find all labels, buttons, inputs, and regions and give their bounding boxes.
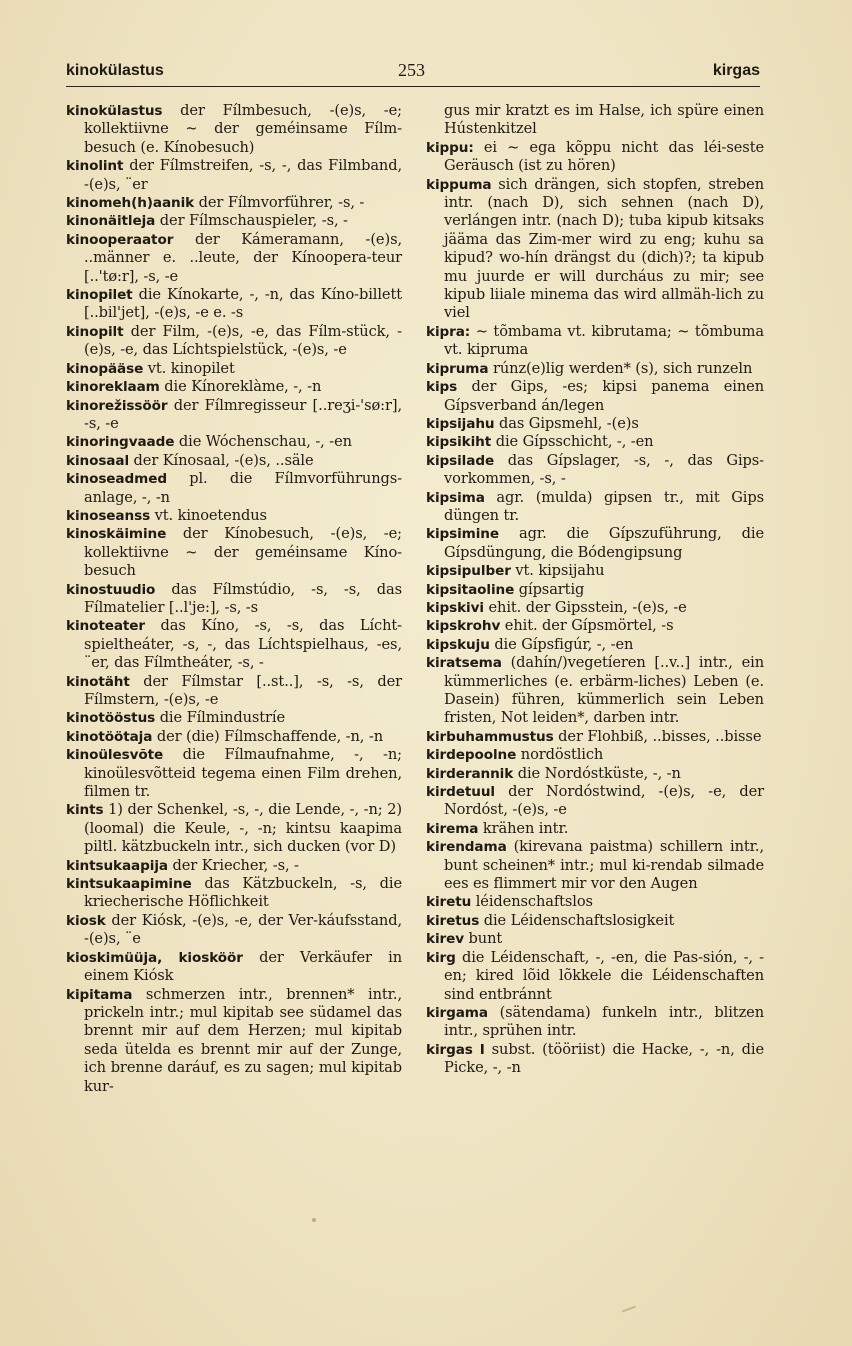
dictionary-entry — [66, 323, 402, 360]
entry-headword: kirg — [426, 949, 456, 966]
header-rule — [66, 86, 760, 87]
dictionary-entry — [426, 102, 764, 139]
dictionary-entry — [426, 654, 764, 728]
entry-definition: die Léidenschaftslosigkeit — [479, 911, 675, 929]
dictionary-entry — [66, 728, 402, 746]
dictionary-entry — [426, 525, 764, 562]
entry-headword: kiretus — [426, 912, 480, 929]
dictionary-entry — [426, 378, 764, 415]
page-number: 253 — [398, 60, 425, 80]
entry-headword: kinonäitleja — [66, 213, 156, 230]
entry-definition: 1) der Schenkel, -s, -, die Lende, -, -n; 2) (loomal) die Keule, -, -n; kintsu kaapima piltl. kätzbuckeln intr., sich ducken (vor D) — [84, 801, 402, 856]
entry-headword: kipskrohv — [426, 618, 501, 635]
entry-definition: gípsartig — [514, 580, 585, 598]
dictionary-entry — [426, 783, 764, 820]
entry-definition: der (die) Fílmschaffende, -n, -n — [152, 727, 384, 745]
header-left-guideword: kinokülastus — [66, 62, 164, 79]
entry-definition: bunt — [464, 930, 503, 948]
dictionary-entry — [426, 912, 764, 930]
entry-definition: (dahín/)vegetíeren [..v..] intr., ein kümmerliches (e. erbärm-liches) Leben (e. Dasein) führen, kümmerlich sein Leben fristen, Not leiden*, darben intr. — [444, 654, 764, 727]
entry-headword: kinomeh(h)aanik — [66, 195, 195, 212]
dictionary-entry — [66, 857, 402, 875]
dictionary-entry — [426, 728, 764, 746]
entry-definition: der Fílmschauspieler, -s, - — [155, 212, 348, 230]
entry-definition: der Kámeramann, -(e)s, ..männer e. ..leute, der Kínoopera-teur [..'tø:r], -s, -e — [84, 230, 402, 285]
dictionary-entry — [66, 525, 402, 580]
entry-headword: kinopilt — [66, 323, 124, 340]
entry-definition: ei ~ ega kõppu nicht das léi-seste Geräusch (ist zu hören) — [444, 138, 764, 175]
entry-definition: der Film, -(e)s, -e, das Fílm-stück, -(e)s, -e, das Líchtspielstück, -(e)s, -e — [84, 322, 402, 359]
dictionary-entry — [66, 470, 402, 507]
dictionary-entry — [426, 489, 764, 526]
entry-definition: agr. (mulda) gipsen tr., mit Gips düngen tr. — [444, 488, 764, 524]
entry-definition: der Fílmvorführer, -s, - — [194, 194, 365, 212]
entry-definition: die Gípsschicht, -, -en — [491, 433, 654, 451]
entry-headword: kirgama — [426, 1004, 488, 1021]
entry-definition: der Flohbiß, ..bisses, ..bisse — [553, 727, 762, 745]
entry-definition: krähen intr. — [478, 819, 569, 837]
entry-headword: kinopilet — [66, 287, 133, 304]
dictionary-entry — [426, 636, 764, 654]
entry-headword: kippu: — [426, 139, 474, 156]
dictionary-entry — [66, 286, 402, 323]
entry-headword: kirdetuul — [426, 784, 495, 801]
dictionary-entry — [66, 673, 402, 710]
entry-definition: der Fílmbesuch, -(e)s, -e; kollektiivne ~ der geméinsame Fílm-besuch (e. Kínobesuch) — [84, 102, 402, 156]
entry-definition: das Fílmstúdio, -s, -s, das Fílmatelier [..l'je:], -s, -s — [84, 580, 402, 616]
pencil-mark — [622, 1306, 636, 1313]
entry-definition: der Nordóstwind, -(e)s, -e, der Nordóst, -(e)s, -e — [444, 783, 764, 819]
dictionary-entry — [426, 765, 764, 783]
dictionary-entry — [66, 912, 402, 949]
entry-headword: kinolint — [66, 158, 124, 175]
entry-definition: die Nordóstküste, -, -n — [513, 764, 681, 782]
entry-headword: kinotööstus — [66, 710, 156, 727]
entry-headword: kinoskäimine — [66, 526, 167, 543]
dictionary-entry — [66, 102, 402, 157]
entry-definition: gus mir kratzt es im Halse, ich spüre einen Hústenkitzel — [444, 102, 764, 138]
entry-headword: kintsukaapimine — [66, 876, 192, 893]
entry-definition: der Gips, -es; kipsi panema einen Gípsverband án/legen — [444, 378, 764, 414]
dictionary-entry — [426, 1041, 764, 1078]
entry-headword: kipitama — [66, 986, 133, 1003]
entry-headword: kinostuudio — [66, 581, 156, 598]
entry-headword: kirderannik — [426, 765, 514, 782]
dictionary-entry — [426, 433, 764, 451]
dictionary-entry — [426, 415, 764, 433]
entry-headword: kipsitaoline — [426, 581, 515, 598]
dictionary-entry — [426, 893, 764, 911]
entry-headword: kips — [426, 379, 458, 396]
entry-headword: kiretu — [426, 894, 472, 911]
dictionary-entry — [426, 360, 764, 378]
entry-definition: die Léidenschaft, -, -en, die Pas-sión, -, -en; kired lõid lõkkele die Léidenschaften sind entbránnt — [444, 948, 764, 1003]
entry-definition: rúnz(e)lig werden* (s), sich runzeln — [488, 359, 753, 377]
entry-headword: kiratsema — [426, 655, 502, 672]
entry-definition: die Fílmaufnahme, -, -n; kinoülesvõtteid tegema einen Film drehen, filmen tr. — [84, 746, 402, 801]
entry-headword: kinotöötaja — [66, 728, 153, 745]
entry-headword: kinoseanss — [66, 507, 151, 524]
dictionary-entry — [66, 801, 402, 856]
entry-headword: kinotäht — [66, 673, 130, 690]
entry-definition: der Verkäufer in einem Kiósk — [84, 948, 402, 985]
entry-definition: der Kínosaal, -(e)s, ..säle — [129, 451, 314, 469]
dictionary-entry — [426, 599, 764, 617]
entry-definition: léidenschaftslos — [471, 893, 593, 911]
entry-headword: kinoreklaam — [66, 379, 160, 396]
dictionary-entry — [66, 360, 402, 378]
dictionary-entry — [426, 746, 764, 764]
entry-definition: der Fílmregisseur [..reʒi-'sø:r], -s, -e — [84, 396, 402, 432]
header-right-guideword: kirgas — [712, 62, 760, 79]
entry-headword: kinorežissöör — [66, 397, 168, 414]
dictionary-entry — [66, 581, 402, 618]
entry-definition: agr. die Gípszuführung, die Gípsdüngung, die Bódengipsung — [444, 525, 764, 561]
dictionary-entry — [426, 820, 764, 838]
entry-definition: die Kínoreklàme, -, -n — [159, 378, 322, 396]
entry-headword: kiosk — [66, 912, 106, 929]
entry-headword: kipsima — [426, 489, 485, 506]
dictionary-entry — [426, 176, 764, 323]
entry-definition: der Kiósk, -(e)s, -e, der Ver-káufsstand, -(e)s, ¨e — [84, 911, 402, 948]
entry-definition: das Kätzbuckeln, -s, die kriecherische Höflichkeit — [84, 875, 402, 911]
dictionary-entry — [426, 581, 764, 599]
entry-definition: (kirevana paistma) schillern intr., bunt scheinen* intr.; mul ki-rendab silmade ees es flimmert mir vor den Augen — [444, 838, 764, 893]
dictionary-entry — [426, 949, 764, 1004]
entry-definition: vt. kinoetendus — [150, 506, 267, 524]
entry-headword: kirendama — [426, 839, 507, 856]
entry-definition: der Kínobesuch, -(e)s, -e; kollektiivne ~ der geméinsame Kíno-besuch — [84, 525, 402, 580]
dictionary-entry — [426, 452, 764, 489]
dictionary-entry — [66, 507, 402, 525]
right-column — [426, 102, 764, 1078]
left-column — [66, 102, 402, 1096]
dictionary-entry — [66, 746, 402, 801]
entry-headword: kirgas I — [426, 1041, 485, 1058]
entry-definition: ehit. der Gípsmörtel, -s — [500, 617, 674, 635]
dictionary-entry — [426, 1004, 764, 1041]
entry-headword: kirev — [426, 931, 464, 948]
dictionary-entry — [66, 157, 402, 194]
dictionary-entry — [426, 930, 764, 948]
entry-headword: kipsimine — [426, 526, 500, 543]
entry-headword: kinoseadmed — [66, 471, 167, 488]
dictionary-entry — [66, 875, 402, 912]
entry-headword: kinokülastus — [66, 103, 163, 119]
dictionary-entry — [66, 986, 402, 1096]
entry-headword: kinosaal — [66, 452, 130, 469]
entry-headword: kipsikiht — [426, 434, 492, 451]
entry-definition: sich drängen, sich stopfen, streben intr. (nach D), sich sehnen (nach D), verlángen intr. (nach D); tuba kipub kitsaks jääma das Zim-mer wird zu eng; kuhu sa kipud? wo-hín drängst du (dich)?; ta kipub mu juurde er will durcháus zu mir; see kipub liiale minema das wird allmäh-lich zu viel — [444, 175, 764, 322]
entry-definition: subst. (tööriist) die Hacke, -, -n, die Picke, -, -n — [444, 1040, 764, 1077]
entry-definition: ehit. der Gipsstein, -(e)s, -e — [483, 598, 687, 616]
entry-headword: kinoringvaade — [66, 434, 175, 451]
dictionary-entry — [66, 452, 402, 470]
entry-definition: vt. kipsijahu — [510, 562, 605, 580]
entry-definition: die Kínokarte, -, -n, das Kíno-billett [..bil'jet], -(e)s, -e e. -s — [84, 286, 402, 322]
dictionary-entry — [66, 231, 402, 286]
entry-definition: (sätendama) funkeln intr., blitzen intr., sprühen intr. — [444, 1003, 764, 1040]
entry-headword: kirdepoolne — [426, 747, 517, 764]
entry-definition: die Fílmindustríe — [155, 709, 286, 727]
entry-headword: kipsipulber — [426, 563, 511, 580]
entry-headword: kinoülesvõte — [66, 747, 164, 764]
entry-headword: kipsijahu — [426, 415, 495, 432]
entry-headword: kinopääse — [66, 360, 144, 377]
entry-definition: schmerzen intr., brennen* intr., prickeln intr.; mul kipitab see südamel das brennt mir auf dem Herzen; mul kipitab seda ütelda es brennt mir auf der Zunge, ich brenne daráuf, es zu sagen; mul kipitab kur- — [84, 985, 402, 1095]
entry-headword: kipsilade — [426, 452, 495, 469]
entry-definition: ~ tõmbama vt. kibrutama; ~ tõmbuma vt. kipruma — [444, 322, 764, 359]
entry-headword: kipruma — [426, 360, 489, 377]
dictionary-entry — [66, 378, 402, 396]
entry-definition: die Wóchenschau, -, -en — [174, 433, 352, 451]
entry-definition: das Gipsmehl, -(e)s — [494, 414, 639, 432]
entry-definition: der Kriecher, -s, - — [167, 856, 299, 874]
dictionary-entry — [66, 433, 402, 451]
entry-definition: nordöstlich — [516, 746, 604, 764]
dictionary-entry — [426, 139, 764, 176]
entry-headword: kipskuju — [426, 636, 490, 653]
entry-definition: vt. kinopilet — [143, 359, 235, 377]
entry-headword: kioskimüüja, kiosköör — [66, 949, 243, 966]
paper-spot — [312, 1218, 316, 1222]
entry-definition: das Gípslager, -s, -, das Gips-vorkommen, -s, - — [444, 451, 764, 488]
entry-headword: kirbuhammustus — [426, 728, 554, 745]
dictionary-entry — [66, 709, 402, 727]
dictionary-entry — [66, 194, 402, 212]
entry-definition: pl. die Fílmvorführungs-anlage, -, -n — [84, 470, 402, 506]
entry-headword: kippuma — [426, 176, 492, 193]
entry-definition: das Kíno, -s, -s, das Lícht-spieltheáter, -s, -, das Líchtspielhaus, -es, ¨er, das Fílmtheáter, -s, - — [84, 617, 402, 672]
entry-headword: kipskivi — [426, 599, 484, 616]
dictionary-entry — [66, 617, 402, 672]
dictionary-entry — [426, 323, 764, 360]
dictionary-entry — [426, 562, 764, 580]
entry-headword: kirema — [426, 820, 479, 837]
dictionary-entry — [426, 617, 764, 635]
entry-headword: kintsukaapija — [66, 857, 168, 874]
page-header — [66, 58, 760, 84]
dictionary-entry — [66, 949, 402, 986]
entry-definition: der Fílmstar [..st..], -s, -s, der Fílmstern, -(e)s, -e — [84, 672, 402, 708]
dictionary-entry — [426, 838, 764, 893]
entry-headword: kinoteater — [66, 618, 146, 635]
dictionary-entry — [66, 397, 402, 434]
entry-headword: kints — [66, 802, 104, 819]
dictionary-entry — [66, 212, 402, 230]
entry-definition: die Gípsfigúr, -, -en — [489, 635, 634, 653]
entry-headword: kinooperaator — [66, 231, 174, 248]
entry-definition: der Fílmstreifen, -s, -, das Filmband, -(e)s, ¨er — [84, 157, 402, 193]
entry-headword: kipra: — [426, 323, 471, 340]
